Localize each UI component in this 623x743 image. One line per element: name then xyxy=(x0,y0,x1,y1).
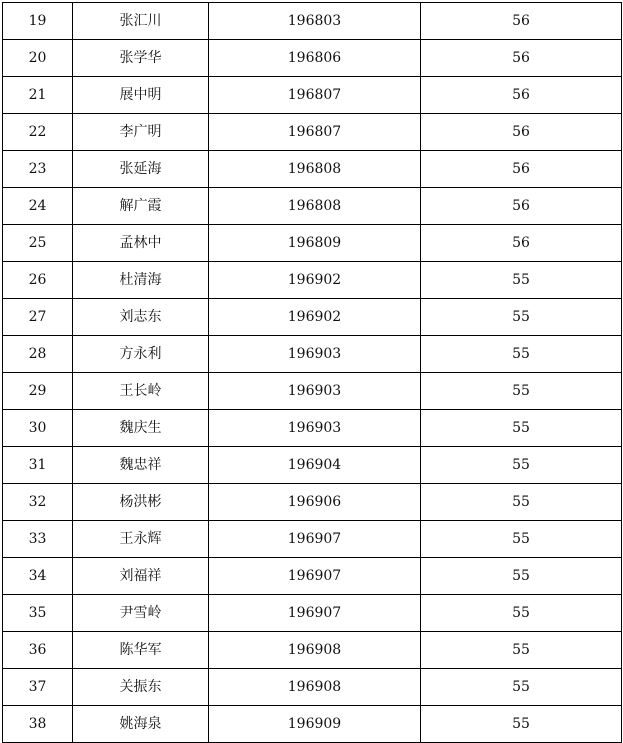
birth-month-cell: 196903 xyxy=(209,336,421,373)
birth-month-cell: 196903 xyxy=(209,373,421,410)
personnel-table xyxy=(2,2,622,743)
birth-month-cell: 196903 xyxy=(209,410,421,447)
row-number-cell: 37 xyxy=(3,669,73,706)
name-cell: 张延海 xyxy=(73,151,209,188)
age-cell: 55 xyxy=(421,558,622,595)
table-row xyxy=(3,558,622,595)
table-body xyxy=(3,3,622,743)
age-cell: 55 xyxy=(421,373,622,410)
table-row xyxy=(3,77,622,114)
row-number-cell: 38 xyxy=(3,706,73,743)
birth-month-cell: 196908 xyxy=(209,669,421,706)
birth-month-cell: 196808 xyxy=(209,151,421,188)
row-number-cell: 27 xyxy=(3,299,73,336)
table-row xyxy=(3,373,622,410)
name-cell: 杜清海 xyxy=(73,262,209,299)
birth-month-cell: 196907 xyxy=(209,595,421,632)
name-cell: 魏庆生 xyxy=(73,410,209,447)
age-cell: 56 xyxy=(421,77,622,114)
row-number-cell: 21 xyxy=(3,77,73,114)
birth-month-cell: 196902 xyxy=(209,299,421,336)
table-row xyxy=(3,521,622,558)
birth-month-cell: 196807 xyxy=(209,77,421,114)
row-number-cell: 34 xyxy=(3,558,73,595)
age-cell: 55 xyxy=(421,595,622,632)
table-row xyxy=(3,40,622,77)
table-row xyxy=(3,299,622,336)
age-cell: 55 xyxy=(421,669,622,706)
birth-month-cell: 196906 xyxy=(209,484,421,521)
birth-month-cell: 196908 xyxy=(209,632,421,669)
name-cell: 展中明 xyxy=(73,77,209,114)
birth-month-cell: 196803 xyxy=(209,3,421,40)
row-number-cell: 30 xyxy=(3,410,73,447)
name-cell: 张学华 xyxy=(73,40,209,77)
row-number-cell: 22 xyxy=(3,114,73,151)
table-row xyxy=(3,114,622,151)
table-row xyxy=(3,632,622,669)
age-cell: 55 xyxy=(421,299,622,336)
name-cell: 尹雪岭 xyxy=(73,595,209,632)
table-row xyxy=(3,151,622,188)
name-cell: 关振东 xyxy=(73,669,209,706)
age-cell: 56 xyxy=(421,151,622,188)
table-row xyxy=(3,669,622,706)
name-cell: 陈华军 xyxy=(73,632,209,669)
row-number-cell: 29 xyxy=(3,373,73,410)
row-number-cell: 26 xyxy=(3,262,73,299)
age-cell: 56 xyxy=(421,3,622,40)
name-cell: 张汇川 xyxy=(73,3,209,40)
table-row xyxy=(3,188,622,225)
age-cell: 56 xyxy=(421,114,622,151)
birth-month-cell: 196807 xyxy=(209,114,421,151)
table-row xyxy=(3,706,622,743)
row-number-cell: 25 xyxy=(3,225,73,262)
birth-month-cell: 196809 xyxy=(209,225,421,262)
birth-month-cell: 196808 xyxy=(209,188,421,225)
name-cell: 孟林中 xyxy=(73,225,209,262)
birth-month-cell: 196907 xyxy=(209,521,421,558)
table-row xyxy=(3,225,622,262)
table-row xyxy=(3,484,622,521)
row-number-cell: 24 xyxy=(3,188,73,225)
birth-month-cell: 196902 xyxy=(209,262,421,299)
table-row xyxy=(3,262,622,299)
birth-month-cell: 196907 xyxy=(209,558,421,595)
name-cell: 王长岭 xyxy=(73,373,209,410)
row-number-cell: 36 xyxy=(3,632,73,669)
row-number-cell: 31 xyxy=(3,447,73,484)
birth-month-cell: 196909 xyxy=(209,706,421,743)
table-row xyxy=(3,410,622,447)
age-cell: 55 xyxy=(421,632,622,669)
row-number-cell: 28 xyxy=(3,336,73,373)
row-number-cell: 23 xyxy=(3,151,73,188)
age-cell: 56 xyxy=(421,188,622,225)
row-number-cell: 32 xyxy=(3,484,73,521)
row-number-cell: 35 xyxy=(3,595,73,632)
age-cell: 56 xyxy=(421,225,622,262)
name-cell: 杨洪彬 xyxy=(73,484,209,521)
name-cell: 刘福祥 xyxy=(73,558,209,595)
table-row xyxy=(3,336,622,373)
age-cell: 56 xyxy=(421,40,622,77)
age-cell: 55 xyxy=(421,484,622,521)
row-number-cell: 20 xyxy=(3,40,73,77)
table-row xyxy=(3,447,622,484)
name-cell: 方永利 xyxy=(73,336,209,373)
name-cell: 魏忠祥 xyxy=(73,447,209,484)
birth-month-cell: 196904 xyxy=(209,447,421,484)
name-cell: 刘志东 xyxy=(73,299,209,336)
age-cell: 55 xyxy=(421,447,622,484)
age-cell: 55 xyxy=(421,262,622,299)
name-cell: 李广明 xyxy=(73,114,209,151)
birth-month-cell: 196806 xyxy=(209,40,421,77)
age-cell: 55 xyxy=(421,521,622,558)
name-cell: 解广霞 xyxy=(73,188,209,225)
age-cell: 55 xyxy=(421,410,622,447)
table-row xyxy=(3,3,622,40)
name-cell: 姚海泉 xyxy=(73,706,209,743)
name-cell: 王永辉 xyxy=(73,521,209,558)
row-number-cell: 19 xyxy=(3,3,73,40)
age-cell: 55 xyxy=(421,706,622,743)
table-row xyxy=(3,595,622,632)
age-cell: 55 xyxy=(421,336,622,373)
row-number-cell: 33 xyxy=(3,521,73,558)
